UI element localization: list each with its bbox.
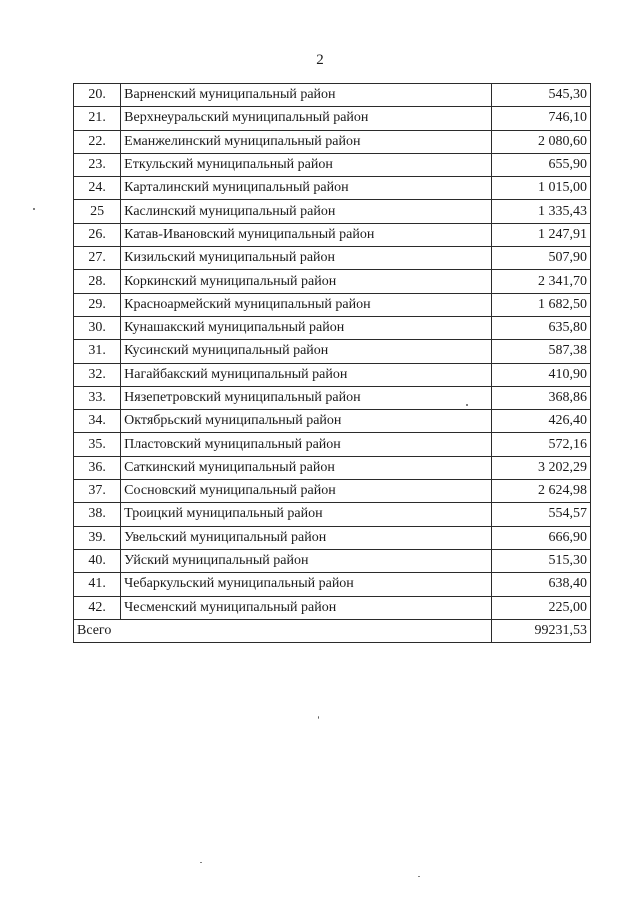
district-name: Красноармейский муниципальный район bbox=[121, 293, 491, 316]
amount-value: 410,90 bbox=[491, 363, 590, 386]
district-name: Уйский муниципальный район bbox=[121, 549, 491, 572]
row-number: 37. bbox=[74, 480, 121, 503]
table-row bbox=[74, 316, 591, 339]
amount-value: 666,90 bbox=[491, 526, 590, 549]
table-row bbox=[74, 340, 591, 363]
row-number: 27. bbox=[74, 247, 121, 270]
row-number: 41. bbox=[74, 573, 121, 596]
district-name: Коркинский муниципальный район bbox=[121, 270, 491, 293]
district-name: Чесменский муниципальный район bbox=[121, 596, 491, 619]
row-number: 39. bbox=[74, 526, 121, 549]
row-number: 25 bbox=[74, 200, 121, 223]
amount-value: 515,30 bbox=[491, 549, 590, 572]
district-name: Еткульский муниципальный район bbox=[121, 153, 491, 176]
district-name: Кусинский муниципальный район bbox=[121, 340, 491, 363]
amount-value: 2 624,98 bbox=[491, 480, 590, 503]
district-name: Нязепетровский муниципальный район bbox=[121, 386, 491, 409]
page-number: 2 bbox=[316, 52, 324, 68]
table-row bbox=[74, 130, 591, 153]
amount-value: 3 202,29 bbox=[491, 456, 590, 479]
amount-value: 225,00 bbox=[491, 596, 590, 619]
amount-value: 1 682,50 bbox=[491, 293, 590, 316]
row-number: 38. bbox=[74, 503, 121, 526]
table-row bbox=[74, 223, 591, 246]
table-row bbox=[74, 247, 591, 270]
table-body bbox=[74, 84, 591, 620]
district-name: Саткинский муниципальный район bbox=[121, 456, 491, 479]
table-row bbox=[74, 293, 591, 316]
scan-speck bbox=[200, 862, 202, 863]
row-number: 29. bbox=[74, 293, 121, 316]
row-number: 26. bbox=[74, 223, 121, 246]
row-number: 28. bbox=[74, 270, 121, 293]
row-number: 31. bbox=[74, 340, 121, 363]
district-name: Увельский муниципальный район bbox=[121, 526, 491, 549]
amount-value: 426,40 bbox=[491, 410, 590, 433]
table-row bbox=[74, 200, 591, 223]
amount-value: 1 015,00 bbox=[491, 177, 590, 200]
amount-value: 746,10 bbox=[491, 107, 590, 130]
amount-value: 638,40 bbox=[491, 573, 590, 596]
row-number: 21. bbox=[74, 107, 121, 130]
row-number: 24. bbox=[74, 177, 121, 200]
amount-value: 368,86 bbox=[491, 386, 590, 409]
total-label: Всего bbox=[74, 619, 492, 642]
table-row bbox=[74, 526, 591, 549]
total-row bbox=[74, 619, 591, 642]
table-row bbox=[74, 153, 591, 176]
amount-value: 655,90 bbox=[491, 153, 590, 176]
table-row bbox=[74, 456, 591, 479]
scan-speck bbox=[33, 208, 35, 210]
table-row bbox=[74, 596, 591, 619]
scan-speck bbox=[466, 404, 468, 406]
table-row bbox=[74, 549, 591, 572]
amount-value: 1 247,91 bbox=[491, 223, 590, 246]
row-number: 22. bbox=[74, 130, 121, 153]
district-name: Верхнеуральский муниципальный район bbox=[121, 107, 491, 130]
amount-value: 507,90 bbox=[491, 247, 590, 270]
amount-value: 2 341,70 bbox=[491, 270, 590, 293]
row-number: 20. bbox=[74, 84, 121, 107]
amount-value: 572,16 bbox=[491, 433, 590, 456]
district-name: Пластовский муниципальный район bbox=[121, 433, 491, 456]
table-row bbox=[74, 573, 591, 596]
scan-speck bbox=[318, 716, 319, 719]
table-row bbox=[74, 363, 591, 386]
district-name: Еманжелинский муниципальный район bbox=[121, 130, 491, 153]
amount-value: 635,80 bbox=[491, 316, 590, 339]
district-name: Карталинский муниципальный район bbox=[121, 177, 491, 200]
district-name: Катав-Ивановский муниципальный район bbox=[121, 223, 491, 246]
table-row bbox=[74, 177, 591, 200]
row-number: 42. bbox=[74, 596, 121, 619]
table-row bbox=[74, 433, 591, 456]
row-number: 40. bbox=[74, 549, 121, 572]
row-number: 23. bbox=[74, 153, 121, 176]
table-row bbox=[74, 480, 591, 503]
scan-speck bbox=[418, 876, 420, 877]
table-row bbox=[74, 107, 591, 130]
row-number: 34. bbox=[74, 410, 121, 433]
total-value: 99231,53 bbox=[491, 619, 590, 642]
table-row bbox=[74, 84, 591, 107]
amount-value: 554,57 bbox=[491, 503, 590, 526]
district-name: Нагайбакский муниципальный район bbox=[121, 363, 491, 386]
amount-value: 1 335,43 bbox=[491, 200, 590, 223]
district-name: Октябрьский муниципальный район bbox=[121, 410, 491, 433]
district-name: Сосновский муниципальный район bbox=[121, 480, 491, 503]
row-number: 35. bbox=[74, 433, 121, 456]
row-number: 36. bbox=[74, 456, 121, 479]
amount-value: 545,30 bbox=[491, 84, 590, 107]
row-number: 30. bbox=[74, 316, 121, 339]
table-row bbox=[74, 410, 591, 433]
district-name: Каслинский муниципальный район bbox=[121, 200, 491, 223]
amount-value: 587,38 bbox=[491, 340, 590, 363]
table-row bbox=[74, 386, 591, 409]
district-name: Троицкий муниципальный район bbox=[121, 503, 491, 526]
district-name: Кизильский муниципальный район bbox=[121, 247, 491, 270]
row-number: 33. bbox=[74, 386, 121, 409]
table-row bbox=[74, 270, 591, 293]
row-number: 32. bbox=[74, 363, 121, 386]
districts-table bbox=[73, 83, 591, 643]
table-row bbox=[74, 503, 591, 526]
district-name: Чебаркульский муниципальный район bbox=[121, 573, 491, 596]
district-name: Кунашакский муниципальный район bbox=[121, 316, 491, 339]
amount-value: 2 080,60 bbox=[491, 130, 590, 153]
district-name: Варненский муниципальный район bbox=[121, 84, 491, 107]
